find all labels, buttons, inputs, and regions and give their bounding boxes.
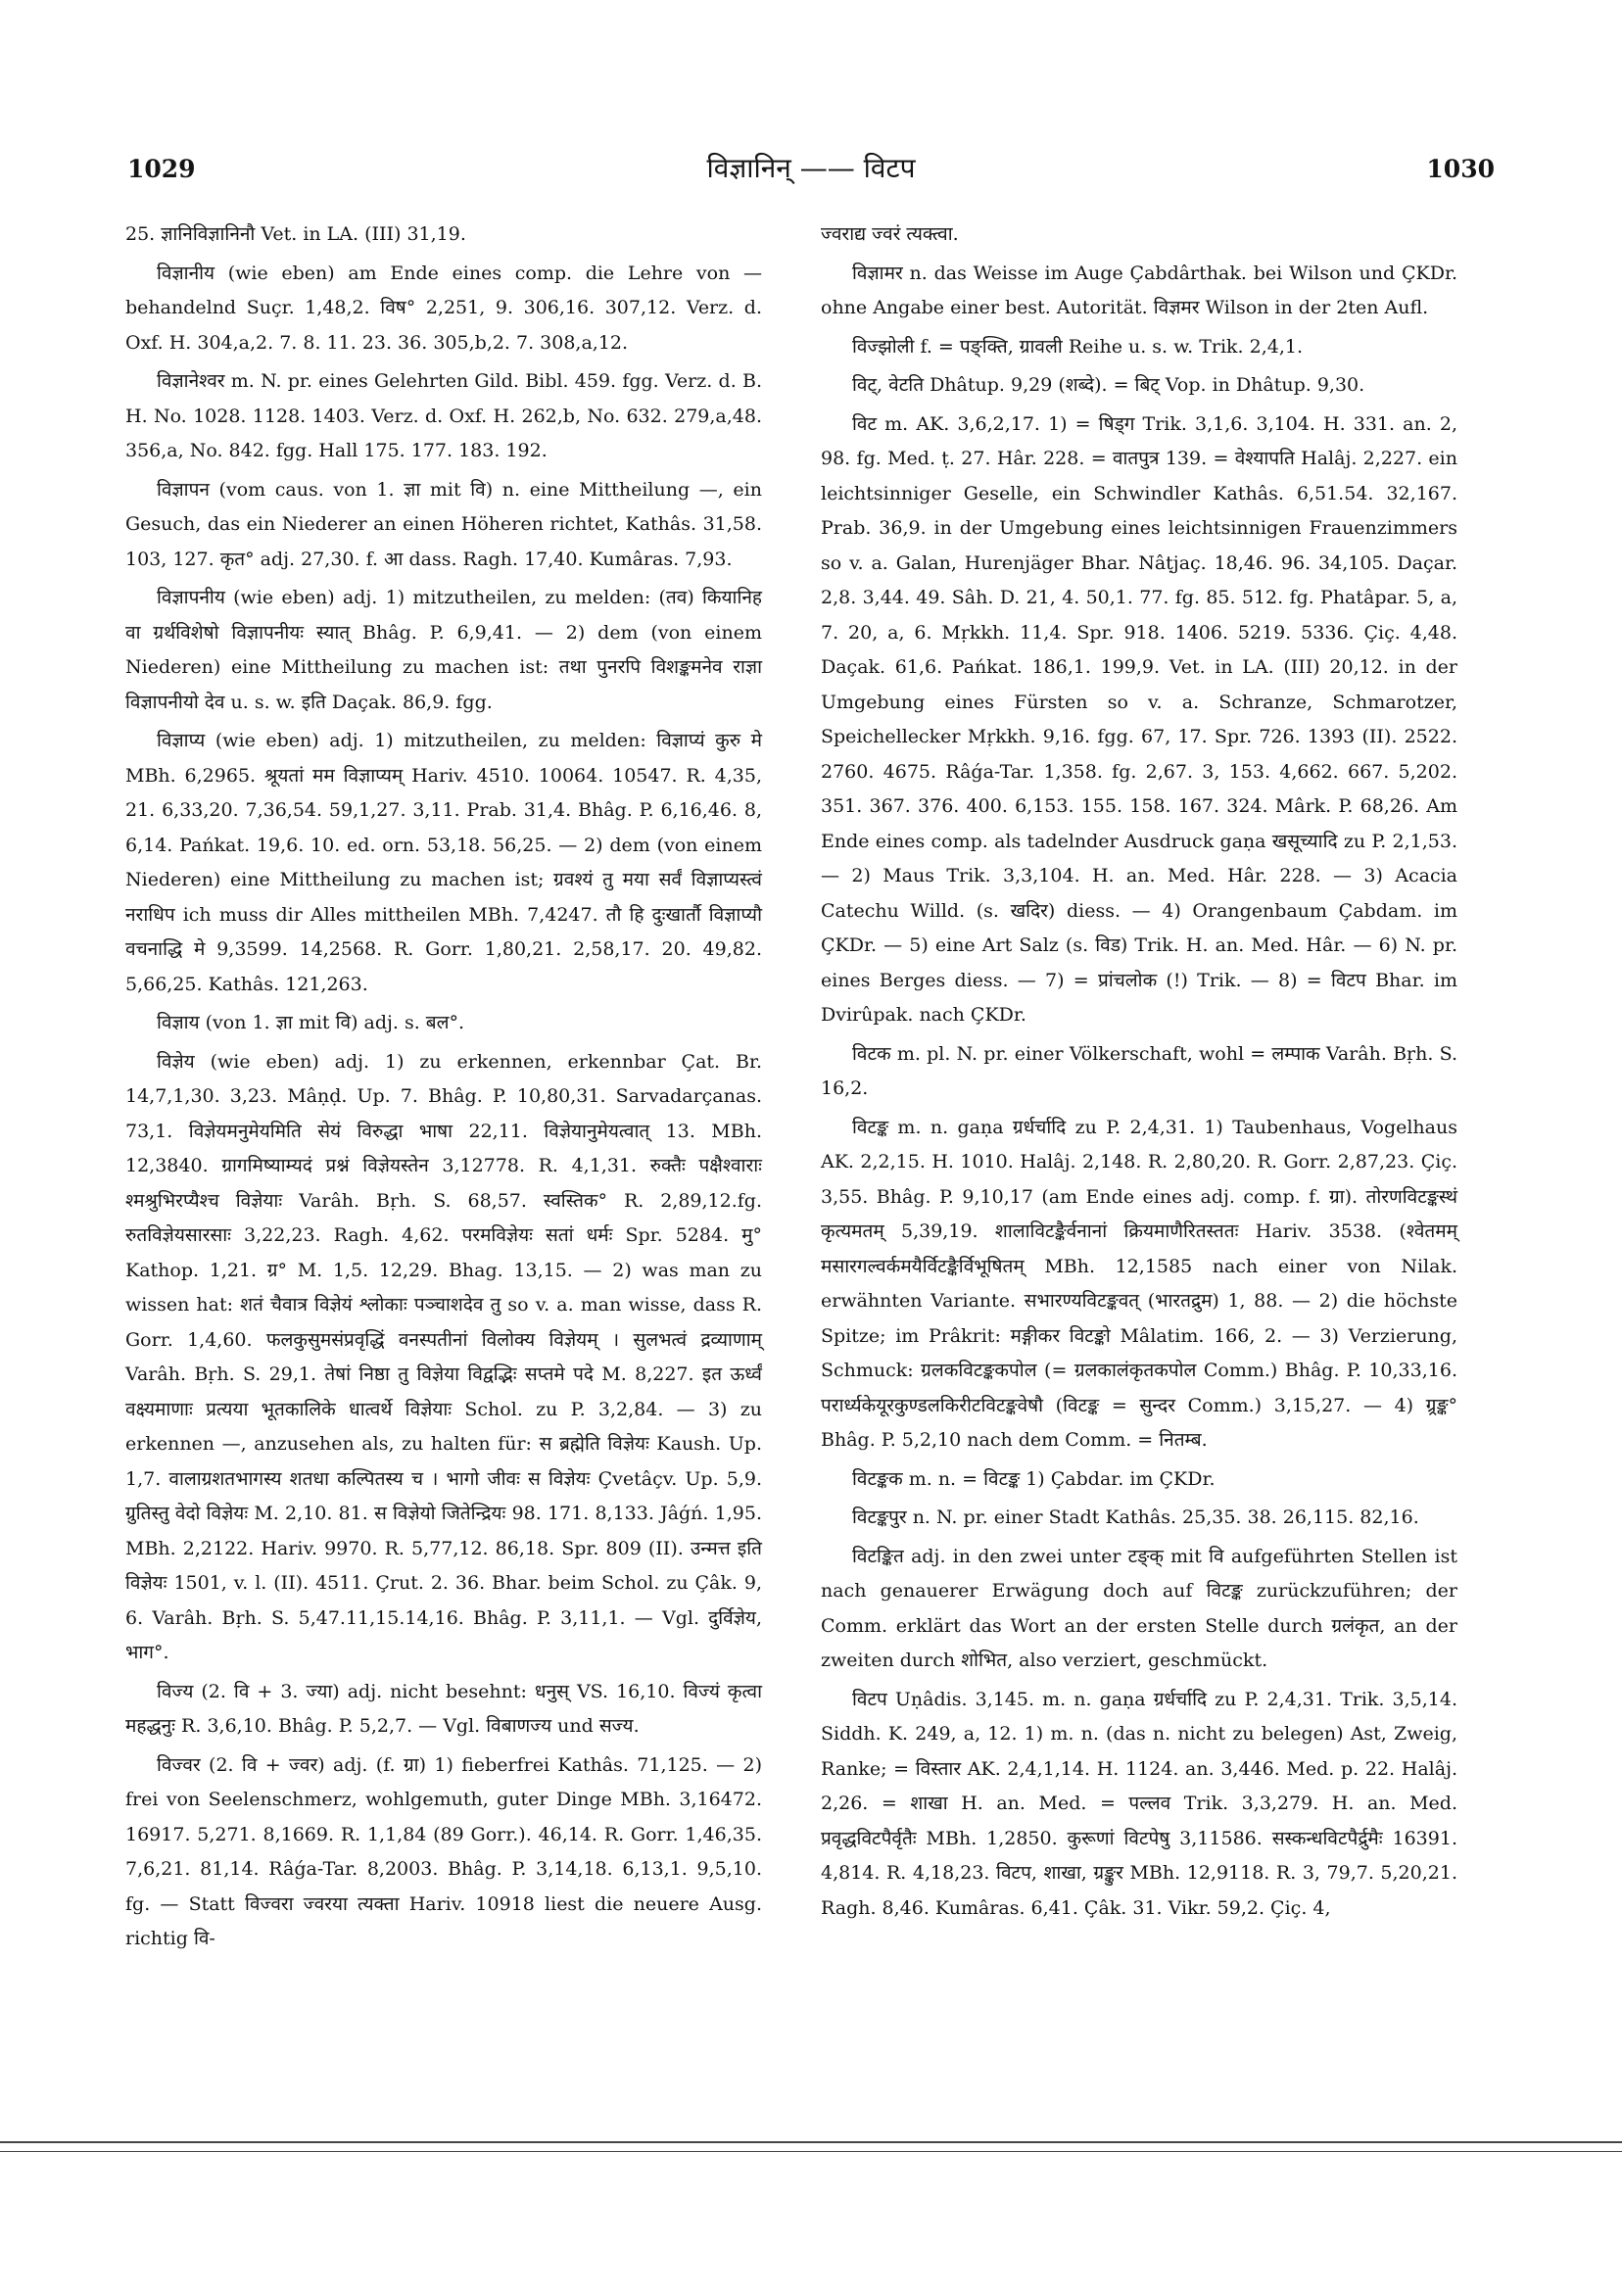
dictionary-entry: विज्झोली f. = पङ्क्ति, ग्रावली Reihe u. s. w. Trik. 2,4,1.	[852, 335, 1304, 358]
dictionary-entry: विज्ञापन (vom caus. von 1. ज्ञा mit वि) n. eine Mittheilung —, ein Gesuch, das ein Niederer an einen Höheren richtet, Kathâs. 31,58. 103, 127. कृत° adj. 27,30. f. आ dass. Ragh. 17,40. Kumâras. 7,93.	[125, 478, 762, 570]
dictionary-entry: विट्, वेटति Dhâtup. 9,29 (शब्दे). = बिट् Vop. in Dhâtup. 9,30.	[852, 374, 1365, 396]
running-header: विज्ञानिन् —— विटप	[706, 152, 916, 184]
dictionary-entry: विज्ञामर n. das Weisse im Auge Çabdârthak. bei Wilson und ÇKDr. ohne Angabe einer best. Autorität. विज्ञमर Wilson in der 2ten Aufl.	[821, 262, 1457, 318]
bottom-rule	[0, 2141, 1622, 2143]
dictionary-entry: विज्ञानेश्वर m. N. pr. eines Gelehrten Gild. Bibl. 459. fgg. Verz. d. B. H. No. 1028. 1128. 1403. Verz. d. Oxf. H. 262,b, No. 632. 279,a,48. 356,a, No. 842. fgg. Hall 175. 177. 183. 192.	[125, 370, 762, 461]
dictionary-entry: विटप Uṇâdis. 3,145. m. n. gaṇa ग्रर्धर्चादि zu P. 2,4,31. Trik. 3,5,14. Siddh. K. 249, a, 12. 1) m. n. (das n. nicht zu belegen) Ast, Zweig, Ranke; = विस्तार AK. 2,4,1,14. H. 1124. an. 3,446. Med. p. 22. Halâj. 2,26. = शाखा H. an. Med. = पल्लव Trik. 3,3,279. H. an. Med. प्रवृद्धविटपैर्वृतैः MBh. 1,2850. कुरूणां विटपेषु 3,11586. सस्कन्धविटपैर्द्रुमैः 16391. 4,814. R. 4,18,23. विटप, शाखा, ग्रङ्कुर MBh. 12,9118. R. 3, 79,7. 5,20,21. Ragh. 8,46. Kumâras. 6,41. Çâk. 31. Vikr. 59,2. Çiç. 4,	[821, 1688, 1457, 1919]
dictionary-entry: विटङ्कक m. n. = विटङ्क 1) Çabdar. im ÇKDr.	[852, 1467, 1216, 1490]
dictionary-entry: विज्ञानीय (wie eben) am Ende eines comp. die Lehre von — behandelnd Suçr. 1,48,2. विष° 2,251, 9. 306,16. 307,12. Verz. d. Oxf. H. 304,a,2. 7. 8. 11. 23. 36. 305,b,2. 7. 308,a,12.	[125, 262, 762, 354]
dictionary-entry: विटङ्कपुर n. N. pr. einer Stadt Kathâs. 25,35. 38. 26,115. 82,16.	[852, 1507, 1419, 1528]
dictionary-entry: विट m. AK. 3,6,2,17. 1) = षिड्ग Trik. 3,1,6. 3,104. H. 331. an. 2, 98. fg. Med. ṭ. 27. Hâr. 228. = वातपुत्र 139. = वेश्यापति Halâj. 2,227. ein leichtsinniger Geselle, ein Schwindler Kathâs. 6,51.54. 32,167. Prab. 36,9. in der Umgebung eines leichtsinnigen Frauenzimmers so v. a. Galan, Hurenjäger Bhar. Nâṭjaç. 18,46. 96. 34,105. Daçar. 2,8. 3,44. 49. Sâh. D. 21, 4. 50,1. 77. fg. 85. 512. fg. Phatâpar. 5, a, 7. 20, a, 6. Mṛkkh. 11,4. Spr. 918. 1406. 5219. 5336. Çiç. 4,48. Daçak. 61,6. Pańkat. 186,1. 199,9. Vet. in LA. (III) 20,12. in der Umgebung eines Fürsten so v. a. Schranze, Schmarotzer, Speichellecker Mṛkkh. 9,16. fgg. 67, 17. Spr. 726. 1393 (II). 2522. 2760. 4675. Râǵa-Tar. 1,358. fg. 2,67. 3, 153. 4,662. 667. 5,202. 351. 367. 376. 400. 6,153. 155. 158. 167. 324. Mârk. P. 68,26. Am Ende eines comp. als tadelnder Ausdruck gaṇa खसूच्यादि zu P. 2,1,53. — 2) Maus Trik. 3,3,104. H. an. Med. Hâr. 228. — 3) Acacia Catechu Willd. (s. खदिर) diess. — 4) Orangenbaum Çabdam. im ÇKDr. — 5) eine Art Salz (s. विड) Trik. H. an. Med. Hâr. — 6) N. pr. eines Berges diess. — 7) = प्रांचलोक (!) Trik. — 8) = विटप Bhar. im Dvirûpak. nach ÇKDr.	[821, 412, 1457, 1026]
left-column	[125, 217, 762, 1961]
dictionary-entry: विज्ञाय (von 1. ज्ञा mit वि) adj. s. बल°.	[157, 1012, 465, 1033]
dictionary-entry: विज्ञापनीय (wie eben) adj. 1) mitzutheilen, zu melden: (तव) कियानिह वा ग्रर्थविशेषो विज्ञापनीयः स्यात् Bhâg. P. 6,9,41. — 2) dem (von einem Niederen) eine Mittheilung zu machen ist: तथा पुनरपि विशङ्कमनेव राज्ञा विज्ञापनीयो देव u. s. w. इति Daçak. 86,9. fgg.	[125, 587, 762, 713]
page-number-left: 1029	[127, 155, 196, 183]
dictionary-entry: विज्ञाप्य (wie eben) adj. 1) mitzutheilen, zu melden: विज्ञाप्यं कुरु मे MBh. 6,2965. श्रूयतां मम विज्ञाप्यम् Hariv. 4510. 10064. 10547. R. 4,35, 21. 6,33,20. 7,36,54. 59,1,27. 3,11. Prab. 31,4. Bhâg. P. 6,16,46. 8, 6,14. Pańkat. 19,6. 10. ed. orn. 53,18. 56,25. — 2) dem (von einem Niederen) eine Mittheilung zu machen ist; ग्रवश्यं तु मया सर्वं विज्ञाप्यस्त्वं नराधिप ich muss dir Alles mittheilen MBh. 7,4247. तौ हि दुःखार्तौ विज्ञाप्यौ वचनाद्धि मे 9,3599. 14,2568. R. Gorr. 1,80,21. 2,58,17. 20. 49,82. 5,66,25. Kathâs. 121,263.	[125, 730, 762, 995]
dictionary-entry: ज्वराद्य ज्वरं त्यक्त्वा.	[821, 223, 959, 245]
dictionary-entry: विटङ्कित adj. in den zwei unter टङ्क् mit वि aufgeführten Stellen ist nach genauerer Erwägung doch auf विटङ्क zurückzuführen; der Comm. erklärt das Wort an der ersten Stelle durch ग्रलंकृत, an der zweiten durch शोभित, also verziert, geschmückt.	[821, 1545, 1457, 1671]
page-number-right: 1030	[1426, 155, 1495, 183]
bottom-rule-thin	[0, 2151, 1622, 2152]
dictionary-entry: विटङ्क m. n. gaṇa ग्रर्धर्चादि zu P. 2,4,31. 1) Taubenhaus, Vogelhaus AK. 2,2,15. H. 1010. Halâj. 2,148. R. 2,80,20. R. Gorr. 2,87,23. Çiç. 3,55. Bhâg. P. 9,10,17 (am Ende eines adj. comp. f. ग्रा). तोरणविटङ्कस्थं कृत्यमतम् 5,39,19. शालाविटङ्कैर्वनानां क्रियमाणैरितस्ततः Hariv. 3538. (श्वेतमम् मसारगल्वर्कमयैर्विटङ्कैर्विभूषितम् MBh. 12,1585 nach einer von Nilak. erwähnten Variante. सभारण्यविटङ्कवत् (भारतद्रुम) 1, 88. — 2) die höchste Spitze; im Prâkrit: मङ्गीकर विटङ्को Mâlatim. 166, 2. — 3) Verzierung, Schmuck: ग्रलकविटङ्ककपोल (= ग्रलकालंकृतकपोल Comm.) Bhâg. P. 10,33,16. परार्ध्यकेयूरकुण्डलकिरीटविटङ्कवेषौ (विटङ्क = सुन्दर Comm.) 3,15,27. — 4) ग्र्रङ्क° Bhâg. P. 5,2,10 nach dem Comm. = नितम्ब.	[821, 1116, 1457, 1451]
dictionary-entry: विटक m. pl. N. pr. einer Völkerschaft, wohl = लम्पाक Varâh. Bṛh. S. 16,2.	[821, 1042, 1457, 1099]
right-column	[821, 217, 1457, 1930]
dictionary-entry: विज्य (2. वि + 3. ज्या) adj. nicht besehnt: धनुस् VS. 16,10. विज्यं कृत्वा महद्धनुः R. 3,6,10. Bhâg. P. 5,2,7. — Vgl. विबाणज्य und सज्य.	[125, 1680, 762, 1737]
dictionary-entry: विज्ञेय (wie eben) adj. 1) zu erkennen, erkennbar Çat. Br. 14,7,1,30. 3,23. Mâṇḍ. Up. 7. Bhâg. P. 10,80,31. Sarvadarçanas. 73,1. विज्ञेयमनुमेयमिति सेयं विरुद्धा भाषा 22,11. विज्ञेयानुमेयत्वात् 13. MBh. 12,3840. ग्रागमिष्याम्यदं प्रश्नं विज्ञेयस्तेन 3,12778. R. 4,1,31. रुक्तैः पक्षैश्वाराः श्मश्रुभिरप्यैश्च विज्ञेयाः Varâh. Bṛh. S. 68,57. स्वस्तिक° R. 2,89,12.fg. रुतविज्ञेयसारसाः 3,22,23. Ragh. 4,62. परमविज्ञेयः सतां धर्मः Spr. 5284. मु° Kathop. 1,21. ग्र° M. 1,5. 12,29. Bhag. 13,15. — 2) was man zu wissen hat: शतं चैवात्र विज्ञेयं श्लोकाः पञ्चाशदेव तु so v. a. man wisse, dass R. Gorr. 1,4,60. फलकुसुमसंप्रवृद्धिं वनस्पतीनां विलोक्य विज्ञेयम् । सुलभत्वं द्रव्याणाम् Varâh. Bṛh. S. 29,1. तेषां निष्ठा तु विज्ञेया विद्वद्भिः सप्तमे पदे M. 8,227. इत ऊर्ध्वं वक्ष्यमाणाः प्रत्यया भूतकालिके धात्वर्थे विज्ञेयाः Schol. zu P. 3,2,84. — 3) zu erkennen —, anzusehen als, zu halten für: स ब्रह्मेति विज्ञेयः Kaush. Up. 1,7. वालाग्रशतभागस्य शतधा कल्पितस्य च । भागो जीवः स विज्ञेयः Çvetâçv. Up. 5,9. ग्रुतिस्तु वेदो विज्ञेयः M. 2,10. 81. स विज्ञेयो जितेन्द्रियः 98. 171. 8,133. Jâǵń. 1,95. MBh. 2,2122. Hariv. 9970. R. 5,77,12. 86,18. Spr. 809 (II). उन्मत्त इति विज्ञेयः 1501, v. l. (II). 4511. Çrut. 2. 36. Bhar. beim Schol. zu Çâk. 9, 6. Varâh. Bṛh. S. 5,47.11,15.14,16. Bhâg. P. 3,11,1. — Vgl. दुर्विज्ञेय, भाग°.	[125, 1050, 762, 1663]
dictionary-entry: विज्वर (2. वि + ज्वर) adj. (f. ग्रा) 1) fieberfrei Kathâs. 71,125. — 2) frei von Seelenschmerz, wohlgemuth, guter Dinge MBh. 3,16472. 16917. 5,271. 8,1669. R. 1,1,84 (89 Gorr.). 46,14. R. Gorr. 1,46,35. 7,6,21. 81,14. Râǵa-Tar. 8,2003. Bhâg. P. 3,14,18. 6,13,1. 9,5,10. fg. — Statt विज्वरा ज्वरया त्यक्ता Hariv. 10918 liest die neuere Ausg. richtig वि-	[125, 1753, 762, 1949]
dictionary-entry: 25. ज्ञानिविज्ञानिनौ Vet. in LA. (III) 31,19.	[125, 223, 466, 245]
